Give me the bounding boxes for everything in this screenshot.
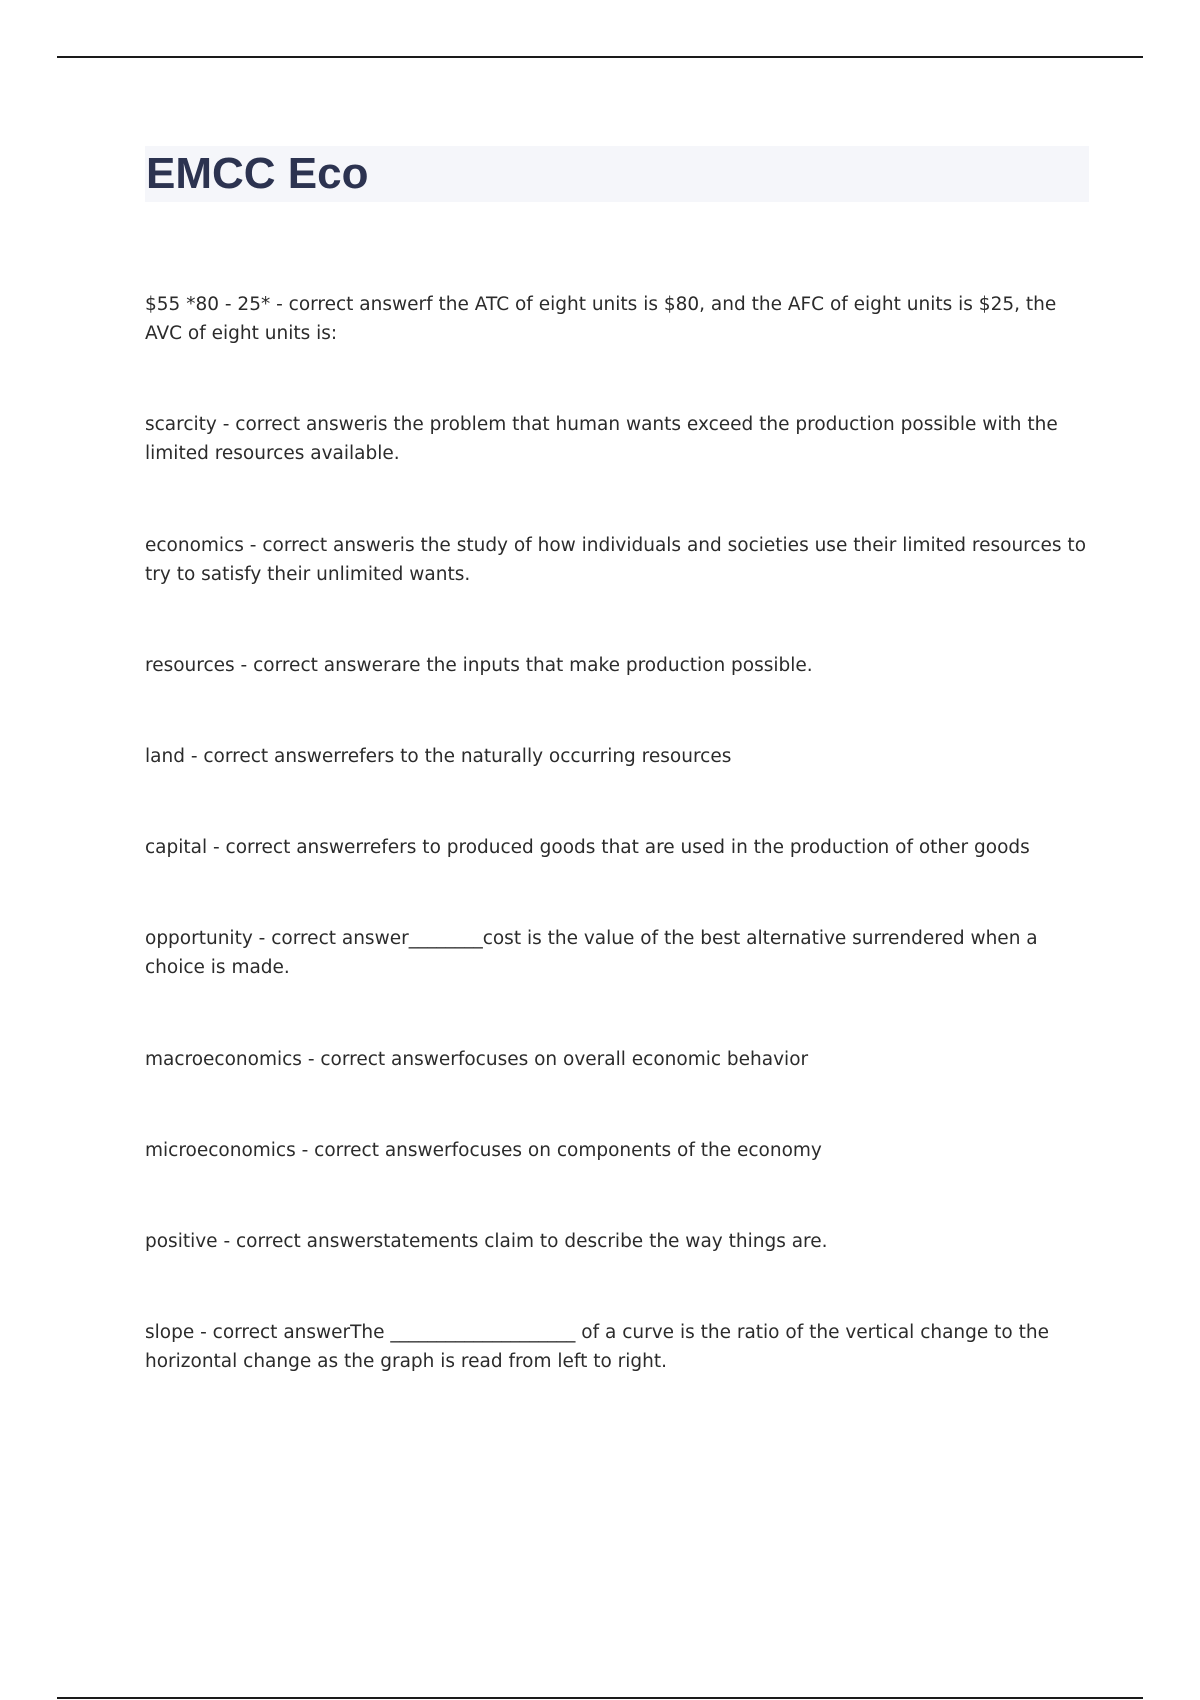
qa-entry-9: microeconomics - correct answerfocuses on components of the economy (145, 1140, 822, 1161)
qa-entry-7: opportunity - correct answer________cost is the value of the best alternative surrendered when a choice is made. (145, 928, 1038, 978)
document-title: EMCC Eco (146, 149, 369, 198)
qa-entry-11: slope - correct answerThe ____________________ of a curve is the ratio of the vertical change to the horizontal change as the graph is read from left to right. (145, 1322, 1049, 1372)
qa-entry-10: positive - correct answerstatements claim to describe the way things are. (145, 1231, 828, 1252)
qa-entry-8: macroeconomics - correct answerfocuses on overall economic behavior (145, 1049, 809, 1070)
qa-entry-1: $55 *80 - 25* - correct answerf the ATC of eight units is $80, and the AFC of eight units is $25, the AVC of eight units is: (145, 294, 1057, 344)
bottom-rule (57, 1697, 1143, 1699)
qa-entry-2: scarcity - correct answeris the problem that human wants exceed the production possible with the limited resources available. (145, 414, 1058, 464)
qa-entry-3: economics - correct answeris the study of how individuals and societies use their limited resources to try to satisfy their unlimited wants. (145, 535, 1087, 585)
top-rule (57, 56, 1143, 58)
qa-entry-6: capital - correct answerrefers to produced goods that are used in the production of other goods (145, 837, 1030, 858)
qa-entry-4: resources - correct answerare the inputs that make production possible. (145, 655, 813, 676)
qa-entry-5: land - correct answerrefers to the naturally occurring resources (145, 746, 732, 767)
